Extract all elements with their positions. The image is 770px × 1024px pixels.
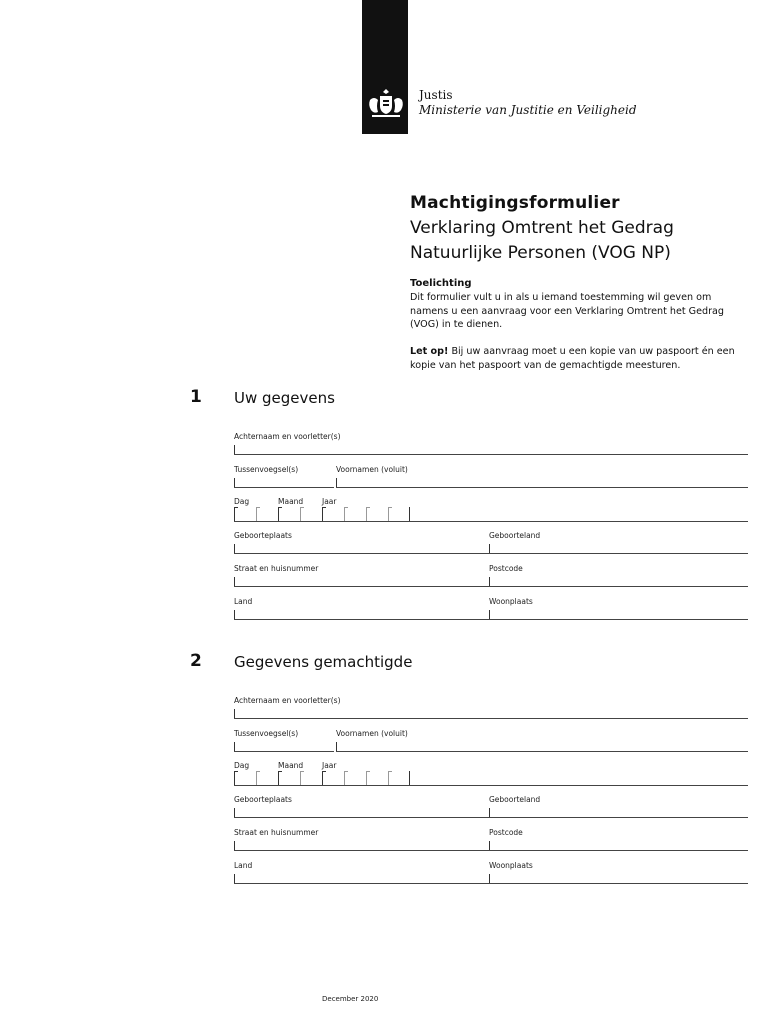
coat-of-arms-icon — [366, 86, 406, 122]
logo-line-justis: Justis — [419, 88, 453, 102]
label-postcode: Postcode — [489, 828, 523, 837]
toelichting-heading: Toelichting — [410, 278, 472, 289]
date-box-tick — [300, 507, 301, 521]
lastname-field[interactable] — [234, 718, 748, 719]
label-lastname: Achternaam en voorletter(s) — [234, 432, 341, 441]
label-postcode: Postcode — [489, 564, 523, 573]
label-day: Dag — [234, 497, 250, 506]
section-number: 1 — [190, 387, 202, 407]
toelichting-body: Dit formulier vult u in als u iemand toestemming wil geven om namens u een aanvraag voor een Verklaring Omtrent het Gedrag (VOG) in te dienen. — [410, 292, 725, 330]
street-postcode-field[interactable] — [234, 586, 748, 587]
label-birthplace: Geboorteplaats — [234, 795, 292, 804]
country-city-field[interactable] — [234, 883, 748, 884]
date-box-tick-top — [300, 507, 304, 508]
date-box-tick — [388, 507, 389, 521]
date-box-tick — [234, 771, 235, 785]
street-field-tick — [234, 577, 235, 586]
date-box-tick — [278, 771, 279, 785]
label-day: Dag — [234, 761, 250, 770]
letop-text: Bij uw aanvraag moet u een kopie van uw paspoort én een kopie van het paspoort van de gemachtigde meesturen. — [410, 346, 735, 371]
date-box-tick-top — [322, 507, 326, 508]
date-box-tick-top — [388, 771, 392, 772]
date-box-tick — [256, 507, 257, 521]
lastname-field[interactable] — [234, 454, 748, 455]
logo-line-ministry: Ministerie van Justitie en Veiligheid — [419, 103, 637, 117]
date-box-tick-top — [366, 771, 370, 772]
date-box-tick-top — [278, 507, 282, 508]
section-number: 2 — [190, 651, 202, 671]
label-city: Woonplaats — [489, 597, 533, 606]
form-title: Machtigingsformulier — [410, 193, 620, 213]
date-box-tick-top — [344, 507, 348, 508]
date-box-tick-top — [300, 771, 304, 772]
label-year: Jaar — [322, 761, 337, 770]
date-box-tick — [366, 771, 367, 785]
date-box-tick — [344, 771, 345, 785]
footer-date: December 2020 — [322, 995, 379, 1003]
label-month: Maand — [278, 761, 304, 770]
label-birthcountry: Geboorteland — [489, 795, 541, 804]
birthdate-field[interactable] — [234, 785, 748, 786]
letop-bold: Let op! — [410, 346, 449, 357]
postcode-field-tick — [489, 841, 490, 850]
birthcountry-field-tick — [489, 808, 490, 817]
label-infix: Tussenvoegsel(s) — [234, 465, 299, 474]
label-lastname: Achternaam en voorletter(s) — [234, 696, 341, 705]
date-box-end — [409, 771, 410, 785]
date-box-end — [409, 507, 410, 521]
date-box-tick-top — [388, 507, 392, 508]
letop-note — [410, 345, 745, 372]
subtitle-line-1: Verklaring Omtrent het Gedrag — [410, 218, 674, 238]
city-field-tick — [489, 874, 490, 883]
label-birthplace: Geboorteplaats — [234, 531, 292, 540]
date-box-tick-top — [322, 771, 326, 772]
section-title: Uw gegevens — [234, 389, 335, 407]
firstnames-field-tick — [336, 742, 337, 751]
firstnames-field[interactable] — [336, 751, 748, 752]
street-field-tick — [234, 841, 235, 850]
infix-field[interactable] — [234, 487, 334, 488]
label-street: Straat en huisnummer — [234, 828, 319, 837]
date-box-tick-top — [256, 771, 260, 772]
firstnames-field[interactable] — [336, 487, 748, 488]
birthdate-field[interactable] — [234, 521, 748, 522]
date-box-tick — [388, 771, 389, 785]
date-box-tick — [256, 771, 257, 785]
label-birthcountry: Geboorteland — [489, 531, 541, 540]
date-box-tick-top — [278, 771, 282, 772]
date-box-tick — [322, 507, 323, 521]
birthplace-field-tick — [234, 808, 235, 817]
country-field-tick — [234, 874, 235, 883]
date-box-tick — [322, 771, 323, 785]
logo-text — [419, 88, 637, 118]
infix-field-tick — [234, 742, 235, 751]
label-firstnames: Voornamen (voluit) — [336, 465, 408, 474]
lastname-field-tick — [234, 709, 235, 718]
birthcountry-field-tick — [489, 544, 490, 553]
firstnames-field-tick — [336, 478, 337, 487]
infix-field[interactable] — [234, 751, 334, 752]
date-box-tick-top — [366, 507, 370, 508]
label-year: Jaar — [322, 497, 337, 506]
date-box-tick-top — [234, 771, 238, 772]
date-box-tick — [300, 771, 301, 785]
date-box-tick — [234, 507, 235, 521]
date-box-tick-top — [234, 507, 238, 508]
birthplace-field-tick — [234, 544, 235, 553]
date-box-tick — [344, 507, 345, 521]
label-month: Maand — [278, 497, 304, 506]
label-firstnames: Voornamen (voluit) — [336, 729, 408, 738]
birthplace-birthcountry-field[interactable] — [234, 553, 748, 554]
country-city-field[interactable] — [234, 619, 748, 620]
date-box-tick-top — [256, 507, 260, 508]
date-box-tick — [278, 507, 279, 521]
label-street: Straat en huisnummer — [234, 564, 319, 573]
section-title: Gegevens gemachtigde — [234, 653, 413, 671]
date-box-tick-top — [344, 771, 348, 772]
label-country: Land — [234, 861, 253, 870]
date-box-tick — [366, 507, 367, 521]
infix-field-tick — [234, 478, 235, 487]
lastname-field-tick — [234, 445, 235, 454]
label-country: Land — [234, 597, 253, 606]
street-postcode-field[interactable] — [234, 850, 748, 851]
postcode-field-tick — [489, 577, 490, 586]
label-infix: Tussenvoegsel(s) — [234, 729, 299, 738]
label-city: Woonplaats — [489, 861, 533, 870]
birthplace-birthcountry-field[interactable] — [234, 817, 748, 818]
form-subtitle — [410, 216, 740, 266]
city-field-tick — [489, 610, 490, 619]
country-field-tick — [234, 610, 235, 619]
subtitle-line-2: Natuurlijke Personen (VOG NP) — [410, 243, 671, 263]
